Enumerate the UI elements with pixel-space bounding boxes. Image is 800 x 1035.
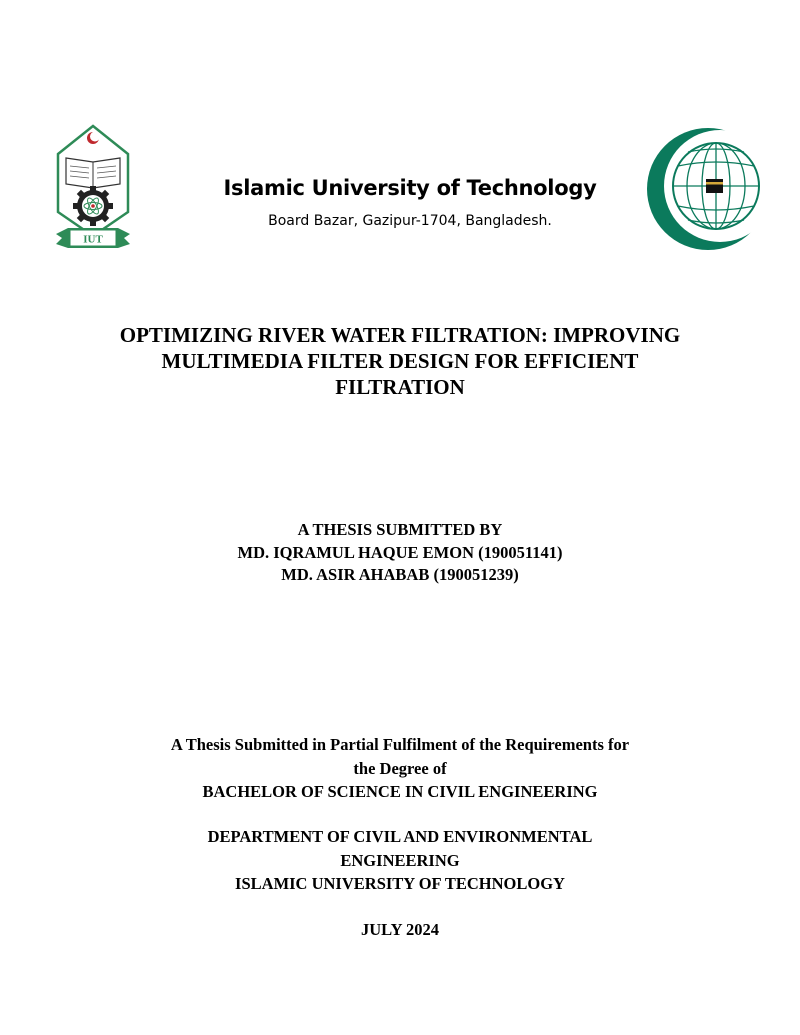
degree-name: BACHELOR OF SCIENCE IN CIVIL ENGINEERING — [202, 782, 598, 801]
submission-date: JULY 2024 — [360, 920, 440, 939]
author-line: MD. IQRAMUL HAQUE EMON (190051141) — [237, 542, 563, 562]
requirements-line: the Degree of — [353, 758, 447, 778]
university-name: Islamic University of Technology — [223, 176, 597, 200]
thesis-title-line: FILTRATION — [335, 375, 465, 399]
thesis-title-line: MULTIMEDIA FILTER DESIGN FOR EFFICIENT — [161, 349, 639, 373]
submitted-by-heading: A THESIS SUBMITTED BY — [297, 520, 503, 539]
department-line: ENGINEERING — [340, 850, 460, 870]
department-block — [0, 825, 800, 896]
department-line: DEPARTMENT OF CIVIL AND ENVIRONMENTAL — [207, 827, 593, 846]
author-line: MD. ASIR AHABAB (190051239) — [281, 565, 519, 584]
university-address: Board Bazar, Gazipur-1704, Bangladesh. — [268, 213, 552, 229]
thesis-title — [0, 322, 800, 400]
thesis-title-line: OPTIMIZING RIVER WATER FILTRATION: IMPROVING — [119, 323, 681, 347]
iut-logo-text: IUT — [83, 233, 103, 246]
submitted-by-block — [0, 519, 800, 587]
institution-name: ISLAMIC UNIVERSITY OF TECHNOLOGY — [235, 874, 565, 893]
requirements-line: A Thesis Submitted in Partial Fulfilment of the Requirements for — [170, 735, 630, 754]
requirements-block — [0, 733, 800, 804]
